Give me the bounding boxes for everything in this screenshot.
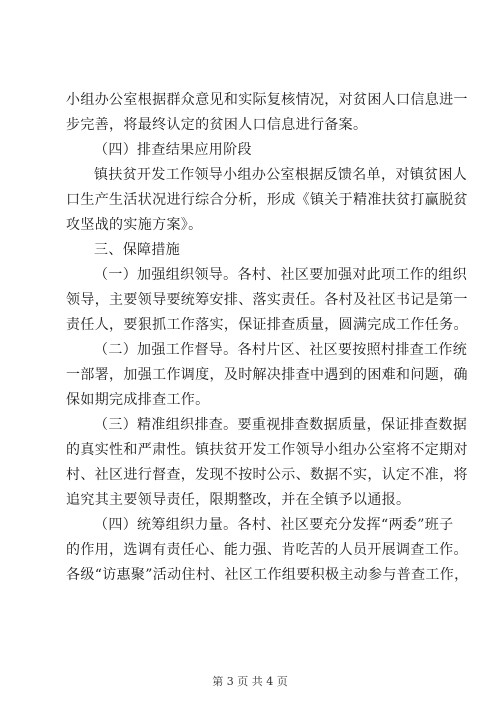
text-line: 保如期完成排查工作。: [66, 392, 210, 408]
text-line: 口生产生活状况进行综合分析，形成《镇关于精准扶贫打赢脱贫: [66, 192, 468, 208]
text-line: （四）统筹组织力量。各村、社区要充分发挥“两委”班子: [94, 517, 454, 533]
text-line: （二）加强工作督导。各村片区、社区要按照村排查工作统: [94, 342, 468, 358]
text-line: 三、保障措施: [94, 242, 181, 258]
text-line: 步完善，将最终认定的贫困人口信息进行备案。: [66, 117, 368, 133]
text-line: 责任人，要狠抓工作落实，保证排查质量，圆满完成工作任务。: [66, 317, 468, 333]
text-line: 追究其主要领导责任，限期整改，并在全镇予以通报。: [66, 492, 411, 508]
text-line: 的真实性和严肃性。镇扶贫开发工作领导小组办公室将不定期对: [66, 442, 468, 458]
text-line: 的作用，选调有责任心、能力强、肯吃苦的人员开展调查工作。: [66, 542, 468, 558]
text-line: 各级“访惠聚”活动住村、社区工作组要积极主动参与普查工作，: [66, 567, 469, 583]
text-line: （三）精准组织排查。要重视排查数据质量，保证排查数据: [94, 417, 468, 433]
text-line: （四）排查结果应用阶段: [94, 142, 252, 158]
page-number: 第 3 页 共 4 页: [212, 675, 288, 688]
document-body: [66, 88, 469, 588]
text-line: （一）加强组织领导。各村、社区要加强对此项工作的组织: [94, 267, 468, 283]
text-line: 镇扶贫开发工作领导小组办公室根据反馈名单，对镇贫困人: [94, 167, 468, 183]
text-line: 一部署，加强工作调度，及时解决排查中遇到的困难和问题，确: [66, 367, 468, 383]
text-line: 领导，主要领导要统筹安排、落实责任。各村及社区书记是第一: [66, 292, 468, 308]
text-line: 小组办公室根据群众意见和实际复核情况，对贫困人口信息进一: [66, 92, 468, 108]
text-line: 攻坚战的实施方案》。: [66, 217, 203, 233]
text-line: 村、社区进行督查，发现不按时公示、数据不实，认定不准，将: [66, 467, 468, 483]
